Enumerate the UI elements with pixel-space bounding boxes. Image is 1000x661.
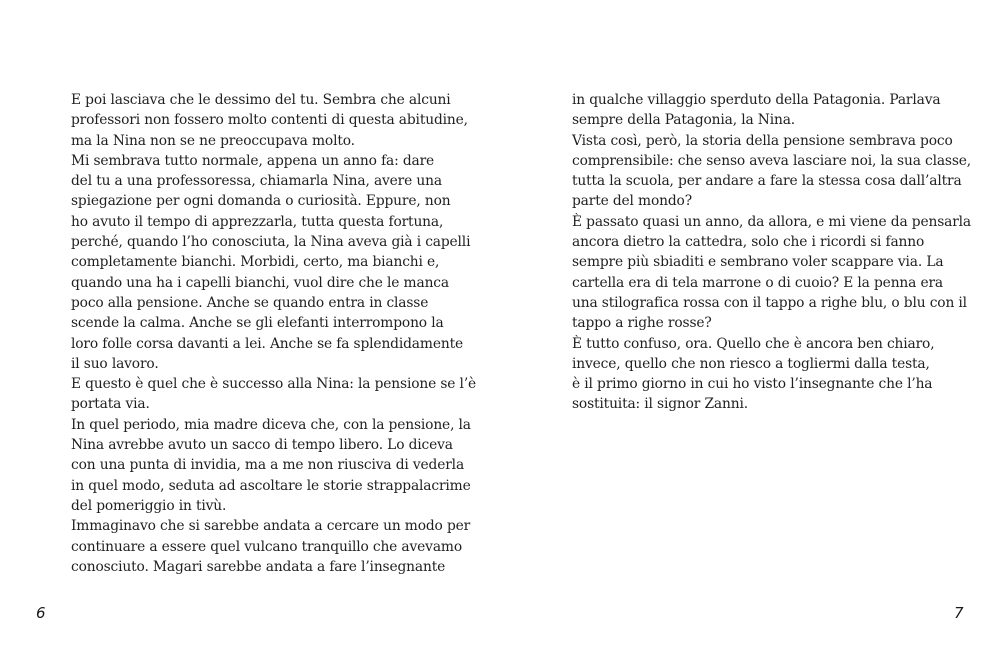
text-line: Immaginavo che si sarebbe andata a cercare un modo per — [71, 518, 471, 535]
text-line: completamente bianchi. Morbidi, certo, ma bianchi e, — [71, 254, 440, 271]
text-line: quando una ha i capelli bianchi, vuol dire che le manca — [71, 274, 449, 291]
text-line: è il primo giorno in cui ho visto l’insegnante che l’ha — [572, 376, 933, 393]
text-line: ma la Nina non se ne preoccupava molto. — [71, 132, 355, 149]
left-page-number: 6 — [36, 604, 46, 622]
right-page-number: 7 — [954, 604, 964, 622]
text-line: professori non fossero molto contenti di questa abitudine, — [71, 112, 468, 129]
text-line: comprensibile: che senso aveva lasciare noi, la sua classe, — [572, 152, 972, 169]
text-line: Mi sembrava tutto normale, appena un anno fa: dare — [71, 152, 435, 169]
text-line: spiegazione per ogni domanda o curiosità. Eppure, non — [71, 193, 451, 210]
text-line: cartella era di tela marrone o di cuoio? E la penna era — [572, 274, 944, 291]
text-line: in quel modo, seduta ad ascoltare le storie strappalacrime — [71, 477, 471, 494]
text-line: del pomeriggio in tivù. — [71, 497, 227, 514]
text-line: poco alla pensione. Anche se quando entra in classe — [71, 294, 429, 311]
text-line: perché, quando l’ho conosciuta, la Nina aveva già i capelli — [71, 234, 471, 251]
text-line: una stilografica rossa con il tappo a righe blu, o blu con il — [572, 294, 967, 311]
text-line: ancora dietro la cattedra, solo che i ricordi si fanno — [572, 234, 925, 251]
text-line: continuare a essere quel vulcano tranquillo che avevamo — [71, 538, 462, 555]
text-line: E poi lasciava che le dessimo del tu. Sembra che alcuni — [71, 92, 451, 108]
text-line: ho avuto il tempo di apprezzarla, tutta questa fortuna, — [71, 213, 444, 230]
text-line: È passato quasi un anno, da allora, e mi viene da pensarla — [572, 213, 971, 230]
text-line: tappo a righe rosse? — [572, 315, 712, 332]
text-line: sempre più sbiaditi e sembrano voler scappare via. La — [572, 254, 944, 271]
text-line: il suo lavoro. — [71, 355, 159, 372]
text-line: scende la calma. Anche se gli elefanti interrompono la — [71, 315, 444, 332]
text-line: E questo è quel che è successo alla Nina: la pensione se l’è — [71, 376, 477, 393]
text-line: È tutto confuso, ora. Quello che è ancora ben chiaro, — [572, 335, 935, 352]
text-line: parte del mondo? — [572, 193, 692, 210]
text-line: Vista così, però, la storia della pensione sembrava poco — [572, 132, 953, 149]
text-line: in qualche villaggio sperduto della Patagonia. Parlava — [572, 92, 941, 108]
text-line: Nina avrebbe avuto un sacco di tempo libero. Lo diceva — [71, 437, 453, 454]
text-line: sempre della Patagonia, la Nina. — [572, 112, 796, 129]
left-page-text — [71, 90, 477, 577]
text-line: invece, quello che non riesco a togliermi dalla testa, — [572, 355, 930, 372]
text-line: del tu a una professoressa, chiamarla Nina, avere una — [71, 173, 442, 190]
text-line: sostituita: il signor Zanni. — [572, 396, 748, 413]
right-page-text — [572, 90, 972, 415]
text-line: tutta la scuola, per andare a fare la stessa cosa dall’altra — [572, 173, 962, 190]
text-line: loro folle corsa davanti a lei. Anche se fa splendidamente — [71, 335, 463, 352]
text-line: conosciuto. Magari sarebbe andata a fare l’insegnante — [71, 558, 446, 575]
text-line: In quel periodo, mia madre diceva che, con la pensione, la — [71, 416, 471, 433]
text-line: portata via. — [71, 396, 150, 413]
text-line: con una punta di invidia, ma a me non riusciva di vederla — [71, 457, 465, 474]
